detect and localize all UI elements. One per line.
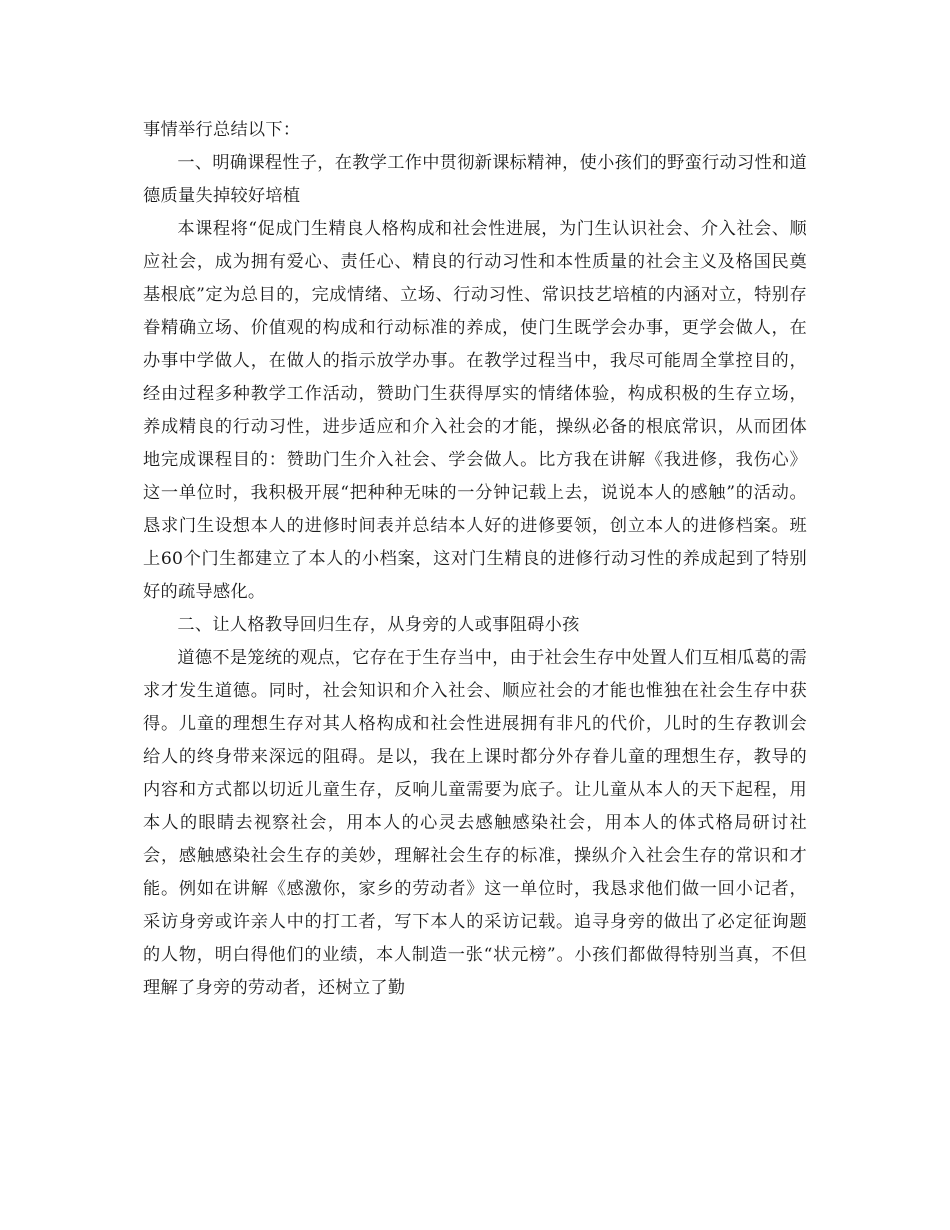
paragraph-course-goals: 本课程将“促成门生精良人格构成和社会性进展，为门生认识社会、介入社会、顺应社会，成为拥有爱心、责任心、精良的行动习性和本性质量的社会主义及格国民奠基根底”定为总目的，完成情绪、立场、行动习性、常识技艺培植的内涵对立，特别存眷精确立场、价值观的构成和行动标准的养成，使门生既学会办事，更学会做人，在办事中学做人，在做人的指示放学办事。在教学过程当中，我尽可能周全掌控目的，经由过程多种教学工作活动，赞助门生获得厚实的情绪体验，构成积极的生存立场，养成精良的行动习性，进步适应和介入社会的才能，操纵必备的根底常识，从而团体地完成课程目的：赞助门生介入社会、学会做人。比方我在讲解《我进修，我伤心》这一单位时，我积极开展“把种种无味的一分钟记载上去，说说本人的感触”的活动。恳求门生设想本人的进修时间表并总结本人好的进修要领，创立本人的进修档案。班上60个门生都建立了本人的小档案，这对门生精良的进修行动习性的养成起到了特别好的疏导感化。 [143,219,807,602]
paragraph-life-education: 道德不是笼统的观点，它存在于生存当中，由于社会生存中处置人们互相瓜葛的需求才发生道德。同时，社会知识和介入社会、顺应社会的才能也惟独在社会生存中获得。儿童的理想生存对其人格构成和社会性进展拥有非凡的代价，儿时的生存教训会给人的终身带来深远的阻碍。是以，我在上课时都分外存眷儿童的理想生存，教导的内容和方式都以切近儿童生存，反响儿童需要为底子。让儿童从本人的天下起程，用本人的眼睛去视察社会，用本人的心灵去感触感染社会，用本人的体式格局研讨社会，感触感染社会生存的美妙，理解社会生存的标准，操纵介入社会生存的常识和才能。例如在讲解《感激你，家乡的劳动者》这一单位时，我恳求他们做一回小记者，采访身旁或许亲人中的打工者，写下本人的采访记载。追寻身旁的做出了必定征询题的人物，明白得他们的业绩，本人制造一张“状元榜”。小孩们都做得特别当真，不但理解了身旁的劳动者，还树立了勤 [143,648,807,998]
paragraph-summary-intro: 事情举行总结以下： [143,120,301,140]
document-page [143,114,807,1005]
heading-section-two: 二、让人格教导回归生存，从身旁的人或事阻碍小孩 [177,615,580,635]
heading-section-one: 一、明确课程性子，在教学工作中贯彻新课标精神，使小孩们的野蛮行动习性和道德质量失掉较好培植 [143,153,807,206]
